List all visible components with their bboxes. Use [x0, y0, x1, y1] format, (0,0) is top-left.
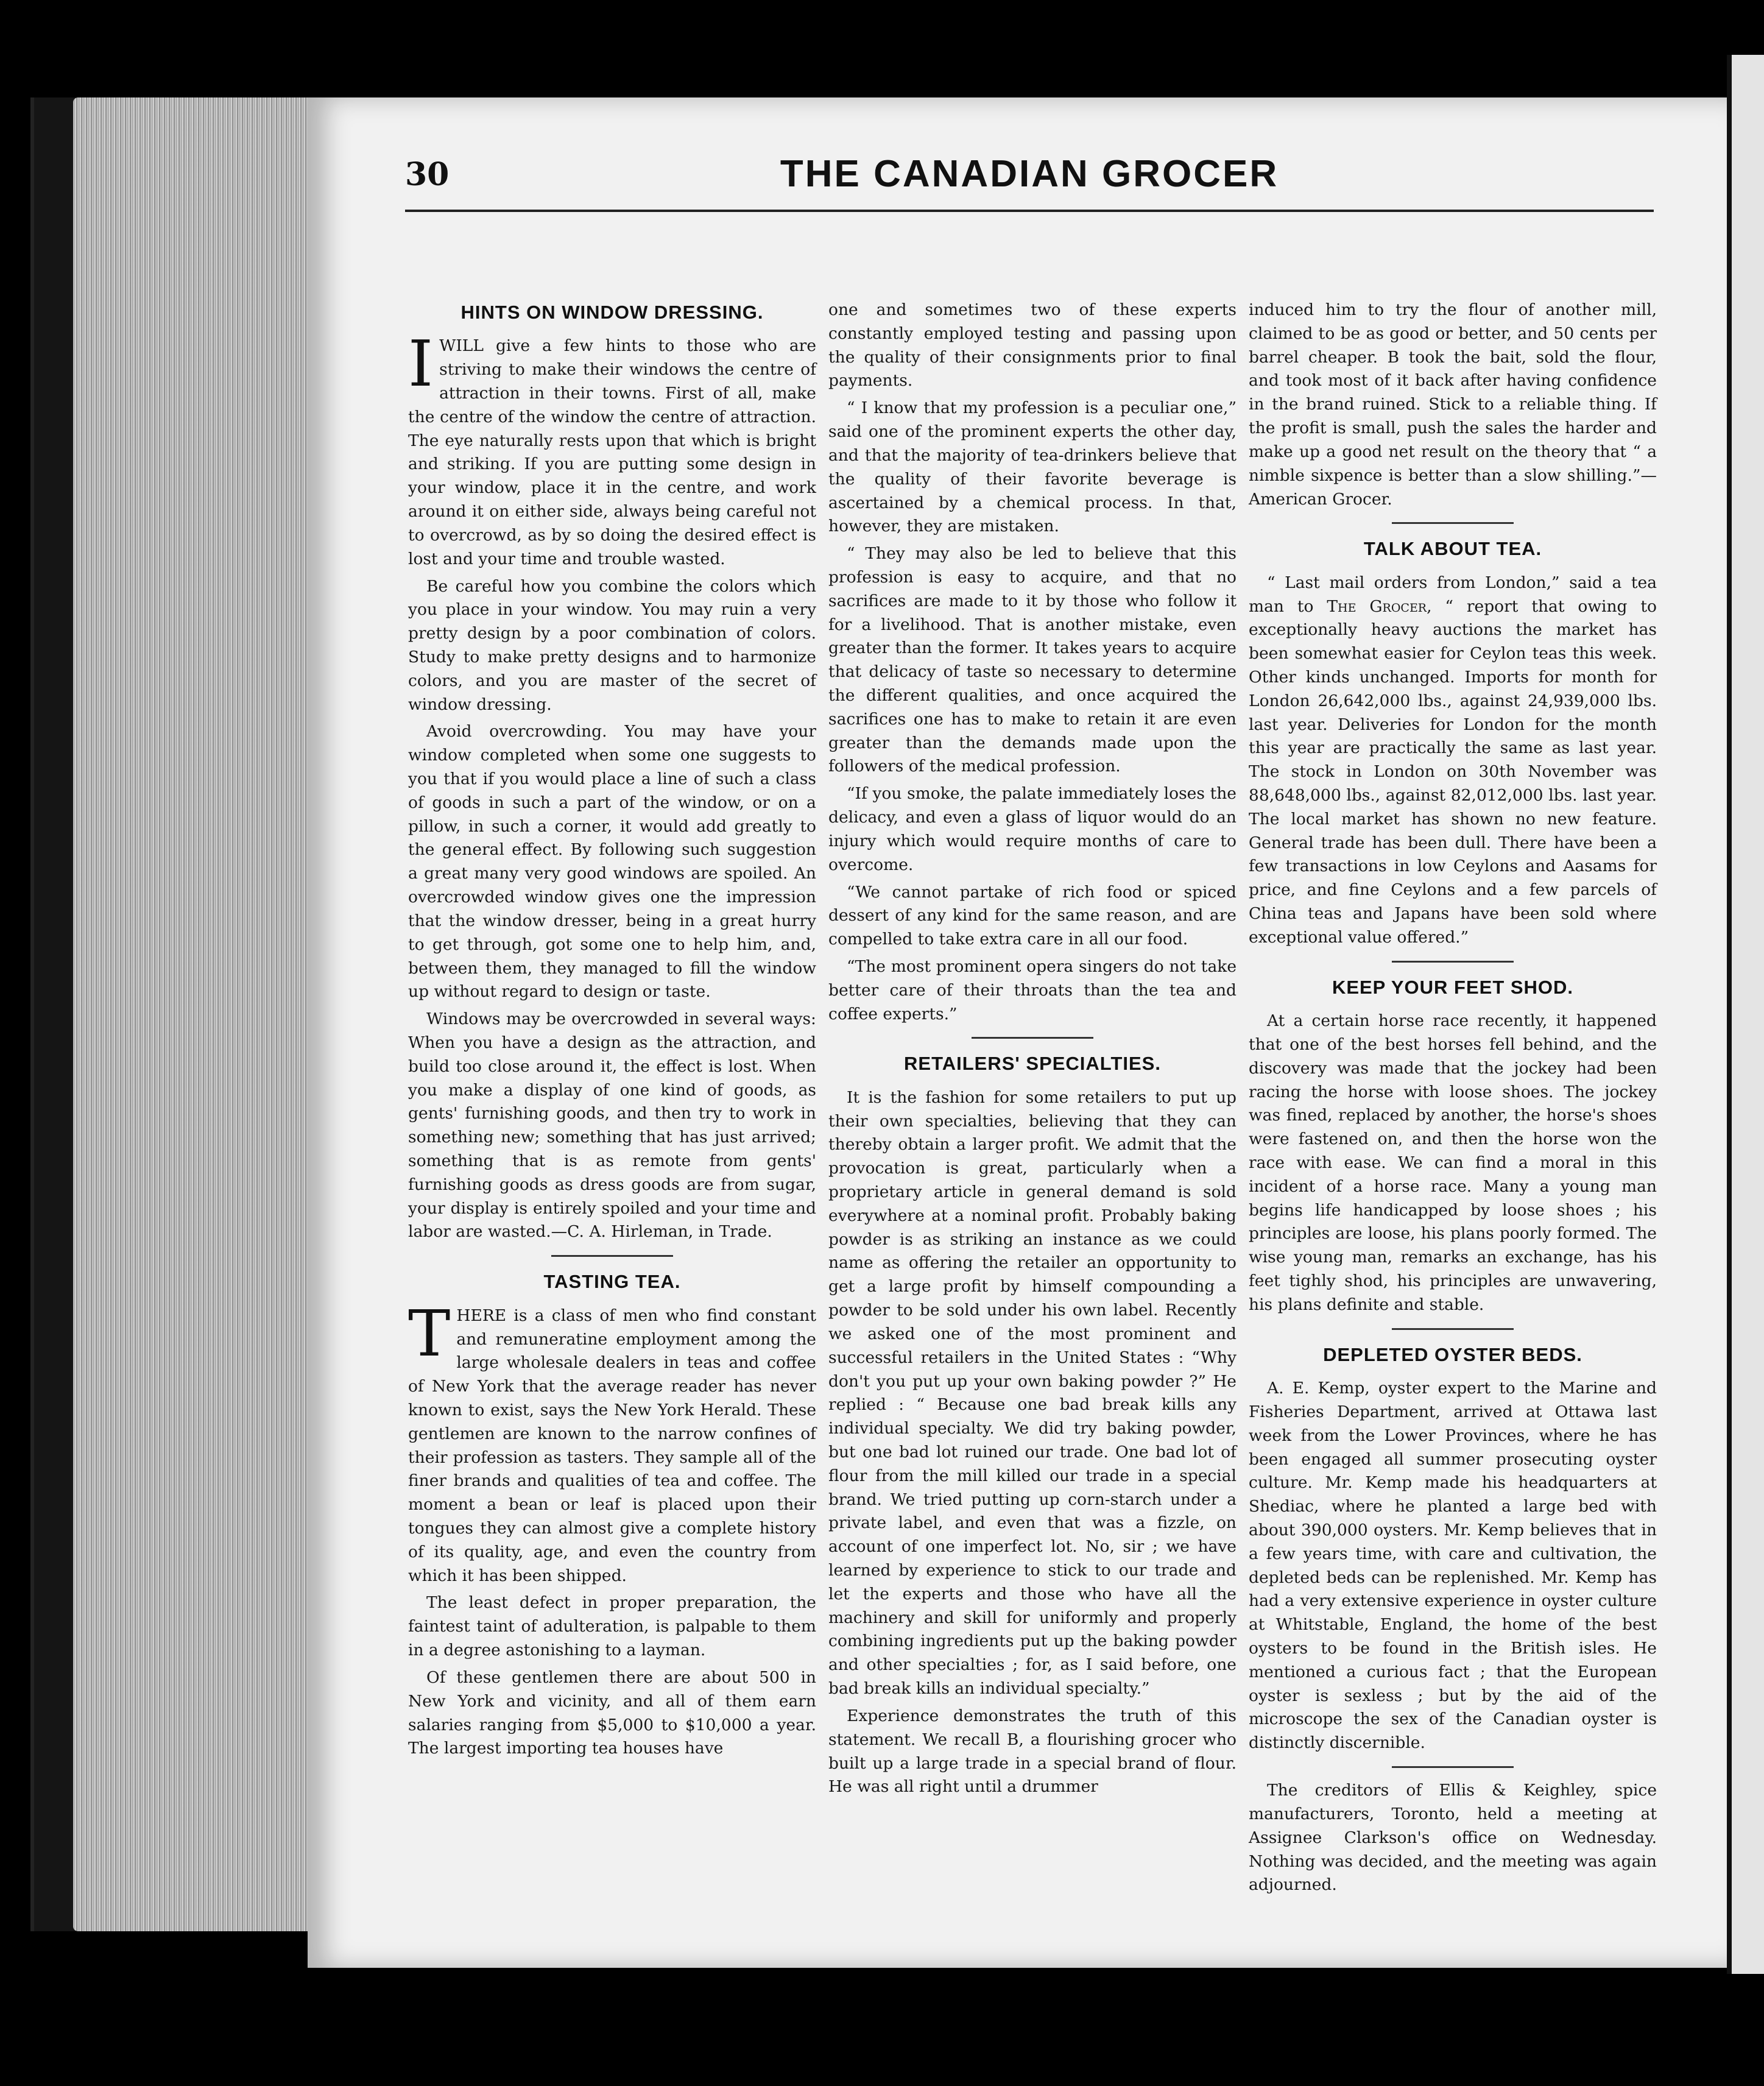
dropcap: I: [408, 327, 434, 401]
article-paragraph: A. E. Kemp, oyster expert to the Marine and Fisheries Department, arrived at Ottawa last week from the Lower Provinces, where he has been engaged all summer prosecuting oyster culture. Mr. Kemp made his headquarters at Shediac, where he planted a large bed with about 390,000 oysters. Mr. Kemp believes that in a few years time, with care and cultivation, the depleted beds can be replenished. Mr. Kemp has had a very extensive experience in oyster culture at Whitstable, England, the home of the best oysters to be found in the British isles. He mentioned a curious fact ; that the European oyster is sexless ; but by the aid of the microscope the sex of the Canadian oyster is distinctly discernible.: [1249, 1379, 1657, 1753]
column-2: [828, 299, 1237, 1803]
article-paragraph: “ Last mail orders from London,” said a tea man to The Grocer, “ report that owing to exceptionally heavy auctions the market has been somewhat easier for Ceylon teas this week. Other kinds unchanged. Imports for month for London 26,642,000 lbs., against 24,939,000 lbs. last year. Deliveries for London for the month this year are practically the same as last year. The stock in London on 30th November was 88,648,000 lbs., against 82,012,000 lbs. last year. The local market has shown no new feature. General trade has been dull. There have been a few transactions in low Ceylons and Aasams for price, and fine Ceylons and a few parcels of China teas and Japans have been sold where exceptional value offered.”: [1249, 573, 1657, 947]
heading-retailers-specialties: RETAILERS' SPECIALTIES.: [904, 1053, 1161, 1075]
article-paragraph: Windows may be overcrowded in several ways: When you have a design as the attraction, and build too close around it, the effect is lost. When you make a display of one kind of goods, as gents' furnishing goods, and then try to work in something new; something that has just arrived; something that is as remote from gents' furnishing goods as dress goods are from sugar, your display is entirely spoiled and your time and labor are wasted.—C. A. Hirleman, in Trade.: [408, 1009, 816, 1242]
book-binding: [30, 97, 77, 1931]
page-edges: [73, 97, 341, 1931]
article-paragraph: It is the fashion for some retailers to put up their own specialties, believing that they can thereby obtain a larger profit. We admit that the provocation is great, particularly when a proprietary article in general demand is sold everywhere at a nominal profit. Probably baking powder is as striking an instance as we could name as offering the retailer an opportunity to get a large profit by himself compounding a powder to be sold under his own label. Recently we asked one of the most prominent and successful retailers in the United States : “Why don't you put up your own baking powder ?” He replied : “ Because one bad break kills any individual specialty. We did try baking powder, but one bad lot ruined our trade. One bad lot of flour from the mill killed our trade in a special brand. We tried putting up corn-starch under a private label, and even that was a fizzle, on account of one imperfect lot. No, sir ; we have learned by experience to stick to our trade and let the experts and those who have all the machinery and skill for uniformly and properly combining ingredients put up the baking powder and other specialties ; for, as I said before, one bad break kills an individual specialty.”: [828, 1087, 1237, 1699]
article-paragraph: The creditors of Ellis & Keighley, spice manufacturers, Toronto, held a meeting at Assignee Clarkson's office on Wednesday. Nothing was decided, and the meeting was again adjourned.: [1249, 1781, 1657, 1895]
article-paragraph: Experience demonstrates the truth of this statement. We recall B, a flourishing grocer who built up a large trade in a special brand of flour. He was all right until a drummer: [828, 1706, 1237, 1797]
heading-hints-window-dressing: HINTS ON WINDOW DRESSING.: [460, 302, 764, 323]
article-paragraph: one and sometimes two of these experts constantly employed testing and passing upon the quality of their consignments prior to final payments.: [828, 300, 1237, 391]
heading-keep-your-feet-shod: KEEP YOUR FEET SHOD.: [1332, 976, 1574, 998]
page-header: [405, 134, 1654, 213]
article-paragraph: At a certain horse race recently, it happened that one of the best horses fell behind, and the discovery was made that the jockey had been racing the horse with loose shoes. The jockey was fined, replaced by another, the horse's shoes were fastened on, and then the horse won the race with ease. We can find a moral in this incident of a horse race. Many a young man begins life handicapped by loose shoes ; his principles are loose, his plans poorly formed. The wise young man, remarks an exchange, has his feet tighly shod, his principles are unwavering, his plans definite and stable.: [1249, 1011, 1657, 1314]
article-paragraph: “We cannot partake of rich food or spiced dessert of any kind for the same reason, and are compelled to take extra care in all our food.: [828, 882, 1237, 949]
heading-depleted-oyster-beds: DEPLETED OYSTER BEDS.: [1323, 1343, 1582, 1365]
section-divider: [1392, 522, 1514, 524]
article-paragraph: induced him to try the flour of another mill, claimed to be as good or better, and 50 cents per barrel cheaper. B took the bait, sold the flour, and took most of it back after having confidence in the brand ruined. Stick to a reliable thing. If the profit is small, push the sales the harder and make up a good net result on the theory that “ a nimble sixpence is better than a slow shilling.”—American Grocer.: [1249, 300, 1657, 509]
header-rule: [405, 210, 1654, 212]
article-paragraph: The least defect in proper preparation, the faintest taint of adulteration, is palpable to them in a degree astonishing to a layman.: [408, 1593, 816, 1660]
dropcap: T: [408, 1296, 451, 1371]
article-paragraph: “ I know that my profession is a peculiar one,” said one of the prominent experts the other day, and that the majority of tea-drinkers believe that the quality of their favorite beverage is ascertained by a chemical process. In that, however, they are mistaken.: [828, 398, 1237, 536]
publication-name: The Grocer: [1327, 596, 1427, 616]
article-paragraph: “If you smoke, the palate immediately loses the delicacy, and even a glass of liquor would do an injury which would require months of care to overcome.: [828, 784, 1237, 874]
page-number: 30: [405, 156, 450, 193]
article-paragraph: IWILL give a few hints to those who are striving to make their windows the centre of attraction in their towns. First of all, make the centre of the window the centre of attraction. The eye naturally rests upon that which is bright and striking. If you are putting some design in your window, place it in the centre, and work around it on either side, always being careful not to overcrowd, as by so doing the desired effect is lost and your time and trouble wasted.: [408, 327, 816, 568]
section-divider: [1392, 1328, 1514, 1330]
section-divider: [551, 1255, 673, 1257]
article-paragraph: “The most prominent opera singers do not take better care of their throats than the tea and coffee experts.”: [828, 956, 1237, 1024]
article-paragraph: Be careful how you combine the colors which you place in your window. You may ruin a very pretty design by a poor combination of colors. Study to make pretty designs and to harmonize colors, and you are master of the secret of window dressing.: [408, 576, 816, 714]
article-paragraph: THERE is a class of men who find constant and remuneratine employment among the large wholesale dealers in teas and coffee of New York that the average reader has never known to exist, says the New York Herald. These gentlemen are known to the narrow confines of their profession as tasters. They sample all of the finer brands and qualities of tea and coffee. The moment a bean or leaf is placed upon their tongues they can almost give a complete history of its quality, age, and even the country from which it has been shipped.: [408, 1296, 816, 1585]
heading-tasting-tea: TASTING TEA.: [543, 1271, 681, 1293]
section-divider: [1392, 961, 1514, 963]
facing-page-edge: [1727, 55, 1764, 1974]
column-3: [1249, 299, 1657, 1901]
column-1: [408, 299, 816, 1764]
section-divider: [1392, 1766, 1514, 1768]
article-paragraph: “ They may also be led to believe that this profession is easy to acquire, and that no sacrifices are made to it by those who follow it for a livelihood. That is another mistake, even greater than the former. It takes years to acquire that delicacy of taste so necessary to determine the different qualities, and once acquired the sacrifices one has to make to retain it are even greater than the demands made upon the followers of the medical profession.: [828, 544, 1237, 776]
article-paragraph: Avoid overcrowding. You may have your window completed when some one suggests to you that if you would place a line of such a class of goods in such a part of the window, or on a pillow, in such a corner, it would add greatly to the general effect. By following such suggestion a great many very good windows are spoiled. An overcrowded window gives one the impression that the window dresser, being in a great hurry to get through, got some one to help him, and, between them, they managed to fill the window up without regard to design or taste.: [408, 722, 816, 1002]
newspaper-page: [308, 97, 1727, 1968]
heading-talk-about-tea: TALK ABOUT TEA.: [1363, 538, 1542, 560]
masthead-title: THE CANADIAN GROCER: [780, 153, 1279, 195]
article-paragraph: Of these gentlemen there are about 500 in New York and vicinity, and all of them earn salaries ranging from $5,000 to $10,000 a year. The largest importing tea houses have: [408, 1667, 816, 1758]
section-divider: [972, 1037, 1093, 1039]
